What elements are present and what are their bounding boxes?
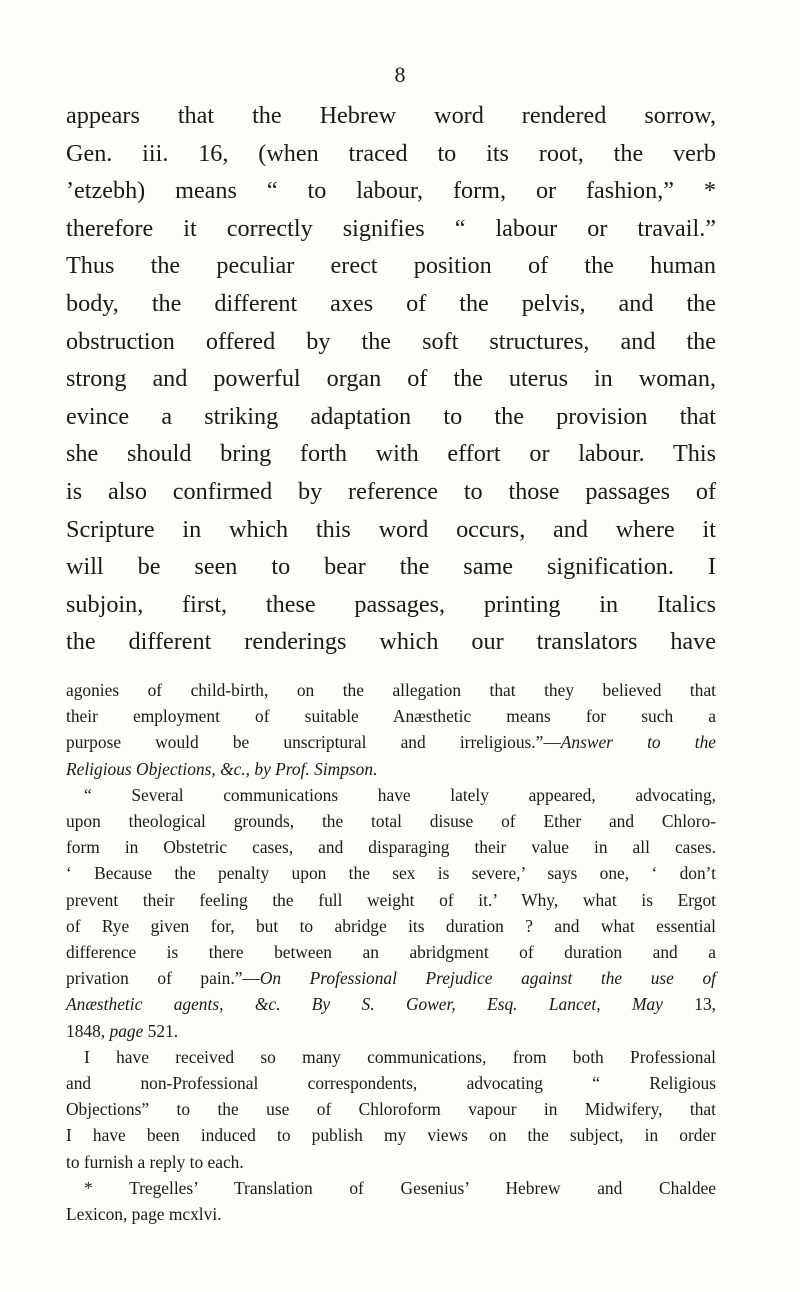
body-line: Scripture in which this word occurs, and where it [66,515,716,543]
footnote-text: purpose would be unscriptural and irreligious.”— [66,732,561,753]
body-line: appears that the Hebrew word rendered sorrow, [66,102,716,129]
body-line: body, the different axes of the pelvis, and the [66,289,716,317]
body-line: will be seen to bear the same signification. I [66,553,716,581]
body-line: strong and powerful organ of the uterus in woman, [66,365,716,393]
footnote-line: ‘ Because the penalty upon the sex is severe,’ says one, ‘ don’t [66,863,716,884]
footnote-source-italic: Religious Objections, &c., by [66,758,271,779]
footnote-line: I have been induced to publish my views on the subject, in order [66,1125,716,1146]
footnote-line: Lexicon, page mcxlvi. [66,1204,222,1225]
footnote-text: 521. [147,1020,179,1041]
footnote-line: * Tregelles’ Translation of Gesenius’ Hebrew and Chaldee [84,1177,716,1198]
body-line: therefore it correctly signifies “ labour or travail.” [66,214,716,242]
footnote-line: form in Obstetric cases, and disparaging their value in all cases. [66,837,716,858]
body-line: Thus the peculiar erect position of the human [66,252,716,280]
body-line: Gen. iii. 16, (when traced to its root, the verb [66,139,716,167]
footnotes [66,677,716,1227]
footnote-line [66,991,716,1017]
page-number: 8 [394,62,406,87]
footnote-line: I have received so many communications, from both Professional [84,1046,716,1067]
footnote-line [66,1018,716,1044]
body-line: the different renderings which our translators have [66,628,716,656]
footnote-line: upon theological grounds, the total disuse of Ether and Chloro- [66,811,716,832]
footnote-line [66,729,716,755]
footnote-source-italic: Prof. Simpson. [275,758,378,779]
footnote-line: and non-Professional correspondents, advocating “ Religious [66,1073,716,1094]
footnote-source-italic: page [109,1020,144,1041]
body-line: ’etzebh) means “ to labour, form, or fashion,” * [66,177,716,205]
footnote-line: of Rye given for, but to abridge its duration ? and what essential [66,915,716,936]
footnote-line: “ Several communications have lately appeared, advocating, [84,784,716,805]
footnote-line: to furnish a reply to each. [66,1151,244,1172]
footnote-line [66,965,716,991]
footnote-source-italic: Anæsthetic agents, &c. By S. Gower, Esq. Lancet, May [66,994,663,1015]
footnote-line: agonies of child-birth, on the allegation that they believed that [66,680,716,700]
body-line: obstruction offered by the soft structures, and the [66,327,716,355]
footnote-text: 1848, [66,1020,106,1041]
footnote-text: 13, [694,994,716,1015]
body-line: evince a striking adaptation to the provision that [66,402,716,430]
footnote-source-italic: Answer to the [560,732,716,753]
footnote-line [66,756,716,782]
footnote-line: their employment of suitable Anæsthetic means for such a [66,706,716,727]
footnote-line: prevent their feeling the full weight of it.’ Why, what is Ergot [66,889,716,910]
body-line: subjoin, first, these passages, printing in Italics [66,590,716,618]
main-body-text [66,97,716,661]
footnote-line: Objections” to the use of Chloroform vapour in Midwifery, that [66,1099,716,1120]
footnote-source-italic: On Professional Prejudice against the use of [259,968,716,989]
body-line: she should bring forth with effort or labour. This [66,440,716,468]
body-line: is also confirmed by reference to those passages of [66,477,716,505]
footnote-text: privation of pain.”— [66,968,260,989]
footnote-line: difference is there between an abridgment of duration and a [66,942,716,963]
